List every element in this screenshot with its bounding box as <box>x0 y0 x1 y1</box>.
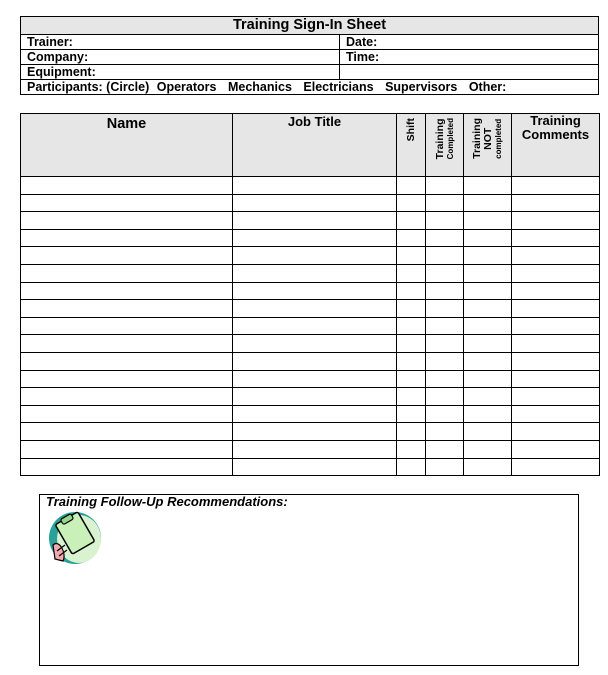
training-completed-cell[interactable] <box>426 370 464 388</box>
job-title-cell[interactable] <box>233 440 397 458</box>
job-title-cell[interactable] <box>233 247 397 265</box>
shift-cell[interactable] <box>397 194 426 212</box>
table-row <box>21 423 600 441</box>
name-cell[interactable] <box>21 229 233 247</box>
name-cell[interactable] <box>21 423 233 441</box>
job-title-cell[interactable] <box>233 264 397 282</box>
shift-cell[interactable] <box>397 177 426 195</box>
comments-cell[interactable] <box>512 300 600 318</box>
training-not-completed-cell[interactable] <box>464 247 512 265</box>
table-row <box>21 247 600 265</box>
comments-cell[interactable] <box>512 388 600 406</box>
training-completed-cell[interactable] <box>426 423 464 441</box>
job-title-cell[interactable] <box>233 370 397 388</box>
training-not-completed-cell[interactable] <box>464 229 512 247</box>
comments-line2: Comments <box>521 127 590 142</box>
comments-cell[interactable] <box>512 352 600 370</box>
job-title-cell[interactable] <box>233 194 397 212</box>
time-label: Time: <box>346 50 380 64</box>
name-cell[interactable] <box>21 300 233 318</box>
training-completed-cell[interactable] <box>426 440 464 458</box>
trainer-label: Trainer: <box>27 35 73 49</box>
training-not-completed-cell[interactable] <box>464 177 512 195</box>
training-completed-cell[interactable] <box>426 264 464 282</box>
trainer-field[interactable] <box>21 35 340 50</box>
shift-cell[interactable] <box>397 370 426 388</box>
job-title-cell[interactable] <box>233 282 397 300</box>
job-title-cell[interactable] <box>233 212 397 230</box>
name-cell[interactable] <box>21 458 233 476</box>
shift-cell[interactable] <box>397 405 426 423</box>
table-row <box>21 352 600 370</box>
table-row <box>21 300 600 318</box>
training-completed-cell[interactable] <box>426 317 464 335</box>
comments-line1: Training <box>530 113 581 128</box>
column-header-training-completed <box>426 114 464 177</box>
job-title-cell[interactable] <box>233 229 397 247</box>
participant-option-mechanics[interactable]: Mechanics <box>227 80 292 94</box>
job-title-cell[interactable] <box>233 388 397 406</box>
comments-cell[interactable] <box>512 440 600 458</box>
comments-cell[interactable] <box>512 335 600 353</box>
equipment-blank-cell <box>340 65 599 80</box>
column-header-job-title: Job Title <box>233 114 397 177</box>
training-not-completed-cell[interactable] <box>464 370 512 388</box>
job-title-cell[interactable] <box>233 300 397 318</box>
table-row <box>21 177 600 195</box>
participant-option-operators[interactable]: Operators <box>156 80 217 94</box>
training-not-completed-line3: completed <box>494 118 503 159</box>
comments-cell[interactable] <box>512 177 600 195</box>
participant-option-electricians[interactable]: Electricians <box>303 80 374 94</box>
page-title: Training Sign-In Sheet <box>21 17 599 35</box>
column-header-shift <box>397 114 426 177</box>
training-not-completed-cell[interactable] <box>464 352 512 370</box>
name-cell[interactable] <box>21 335 233 353</box>
training-completed-cell[interactable] <box>426 229 464 247</box>
comments-cell[interactable] <box>512 264 600 282</box>
comments-cell[interactable] <box>512 370 600 388</box>
date-field[interactable] <box>340 35 599 50</box>
table-row <box>21 317 600 335</box>
training-not-completed-cell[interactable] <box>464 440 512 458</box>
comments-cell[interactable] <box>512 405 600 423</box>
shift-cell[interactable] <box>397 264 426 282</box>
job-title-cell[interactable] <box>233 352 397 370</box>
name-cell[interactable] <box>21 212 233 230</box>
comments-cell[interactable] <box>512 282 600 300</box>
training-completed-cell[interactable] <box>426 177 464 195</box>
training-completed-cell[interactable] <box>426 247 464 265</box>
training-not-completed-cell[interactable] <box>464 405 512 423</box>
header-table <box>20 16 599 95</box>
shift-cell[interactable] <box>397 300 426 318</box>
comments-cell[interactable] <box>512 229 600 247</box>
training-completed-cell[interactable] <box>426 300 464 318</box>
shift-cell[interactable] <box>397 229 426 247</box>
training-completed-cell[interactable] <box>426 405 464 423</box>
name-cell[interactable] <box>21 282 233 300</box>
training-not-completed-cell[interactable] <box>464 317 512 335</box>
comments-cell[interactable] <box>512 423 600 441</box>
training-not-completed-cell[interactable] <box>464 458 512 476</box>
training-not-completed-cell[interactable] <box>464 300 512 318</box>
name-cell[interactable] <box>21 247 233 265</box>
name-cell[interactable] <box>21 405 233 423</box>
shift-cell[interactable] <box>397 440 426 458</box>
date-label: Date: <box>346 35 378 49</box>
shift-cell[interactable] <box>397 458 426 476</box>
shift-cell[interactable] <box>397 335 426 353</box>
training-not-completed-cell[interactable] <box>464 423 512 441</box>
training-not-completed-cell[interactable] <box>464 212 512 230</box>
table-row <box>21 335 600 353</box>
table-row <box>21 264 600 282</box>
name-cell[interactable] <box>21 352 233 370</box>
job-title-cell[interactable] <box>233 335 397 353</box>
name-cell[interactable] <box>21 317 233 335</box>
clipboard-icon <box>45 509 105 565</box>
training-completed-cell[interactable] <box>426 458 464 476</box>
table-row <box>21 370 600 388</box>
shift-cell[interactable] <box>397 317 426 335</box>
training-not-completed-cell[interactable] <box>464 335 512 353</box>
training-completed-line2: Completed <box>445 118 455 160</box>
column-header-training-not-completed <box>464 114 512 177</box>
table-row <box>21 458 600 476</box>
training-completed-cell[interactable] <box>426 352 464 370</box>
comments-cell[interactable] <box>512 212 600 230</box>
name-cell[interactable] <box>21 264 233 282</box>
training-completed-cell[interactable] <box>426 388 464 406</box>
training-not-completed-cell[interactable] <box>464 388 512 406</box>
training-not-completed-line1: Training <box>471 118 483 159</box>
job-title-cell[interactable] <box>233 423 397 441</box>
column-header-name: Name <box>21 114 233 177</box>
job-title-cell[interactable] <box>233 317 397 335</box>
training-not-completed-line2: NOT <box>482 127 494 150</box>
shift-cell[interactable] <box>397 247 426 265</box>
comments-cell[interactable] <box>512 247 600 265</box>
comments-cell[interactable] <box>512 458 600 476</box>
table-row <box>21 405 600 423</box>
job-title-cell[interactable] <box>233 405 397 423</box>
training-completed-cell[interactable] <box>426 335 464 353</box>
table-row <box>21 388 600 406</box>
participant-option-supervisors[interactable]: Supervisors <box>385 80 458 94</box>
job-title-cell[interactable] <box>233 458 397 476</box>
name-cell[interactable] <box>21 194 233 212</box>
training-not-completed-cell[interactable] <box>464 264 512 282</box>
job-title-cell[interactable] <box>233 177 397 195</box>
shift-cell[interactable] <box>397 388 426 406</box>
training-completed-cell[interactable] <box>426 194 464 212</box>
participants-label: Participants: (Circle) <box>27 80 150 94</box>
participant-option-other[interactable]: Other: <box>468 80 507 94</box>
training-completed-line1: Training <box>433 118 446 160</box>
training-completed-cell[interactable] <box>426 282 464 300</box>
name-cell[interactable] <box>21 440 233 458</box>
company-field[interactable] <box>21 50 340 65</box>
sign-in-rows <box>21 177 600 476</box>
training-not-completed-cell[interactable] <box>464 282 512 300</box>
table-row <box>21 440 600 458</box>
equipment-field[interactable] <box>21 65 340 80</box>
table-row <box>21 282 600 300</box>
comments-cell[interactable] <box>512 194 600 212</box>
shift-cell[interactable] <box>397 282 426 300</box>
sign-in-table <box>20 113 600 476</box>
column-header-comments <box>512 114 600 177</box>
equipment-label: Equipment: <box>27 65 96 79</box>
training-completed-cell[interactable] <box>426 212 464 230</box>
shift-cell[interactable] <box>397 352 426 370</box>
name-cell[interactable] <box>21 370 233 388</box>
training-not-completed-cell[interactable] <box>464 194 512 212</box>
participants-row <box>21 80 599 95</box>
table-row <box>21 194 600 212</box>
shift-cell[interactable] <box>397 423 426 441</box>
time-field[interactable] <box>340 50 599 65</box>
table-row <box>21 212 600 230</box>
followup-box[interactable] <box>39 494 579 666</box>
followup-title: Training Follow-Up Recommendations: <box>46 494 288 509</box>
name-cell[interactable] <box>21 388 233 406</box>
company-label: Company: <box>27 50 89 64</box>
shift-label: Shift <box>404 118 417 142</box>
name-cell[interactable] <box>21 177 233 195</box>
table-row <box>21 229 600 247</box>
comments-cell[interactable] <box>512 317 600 335</box>
shift-cell[interactable] <box>397 212 426 230</box>
